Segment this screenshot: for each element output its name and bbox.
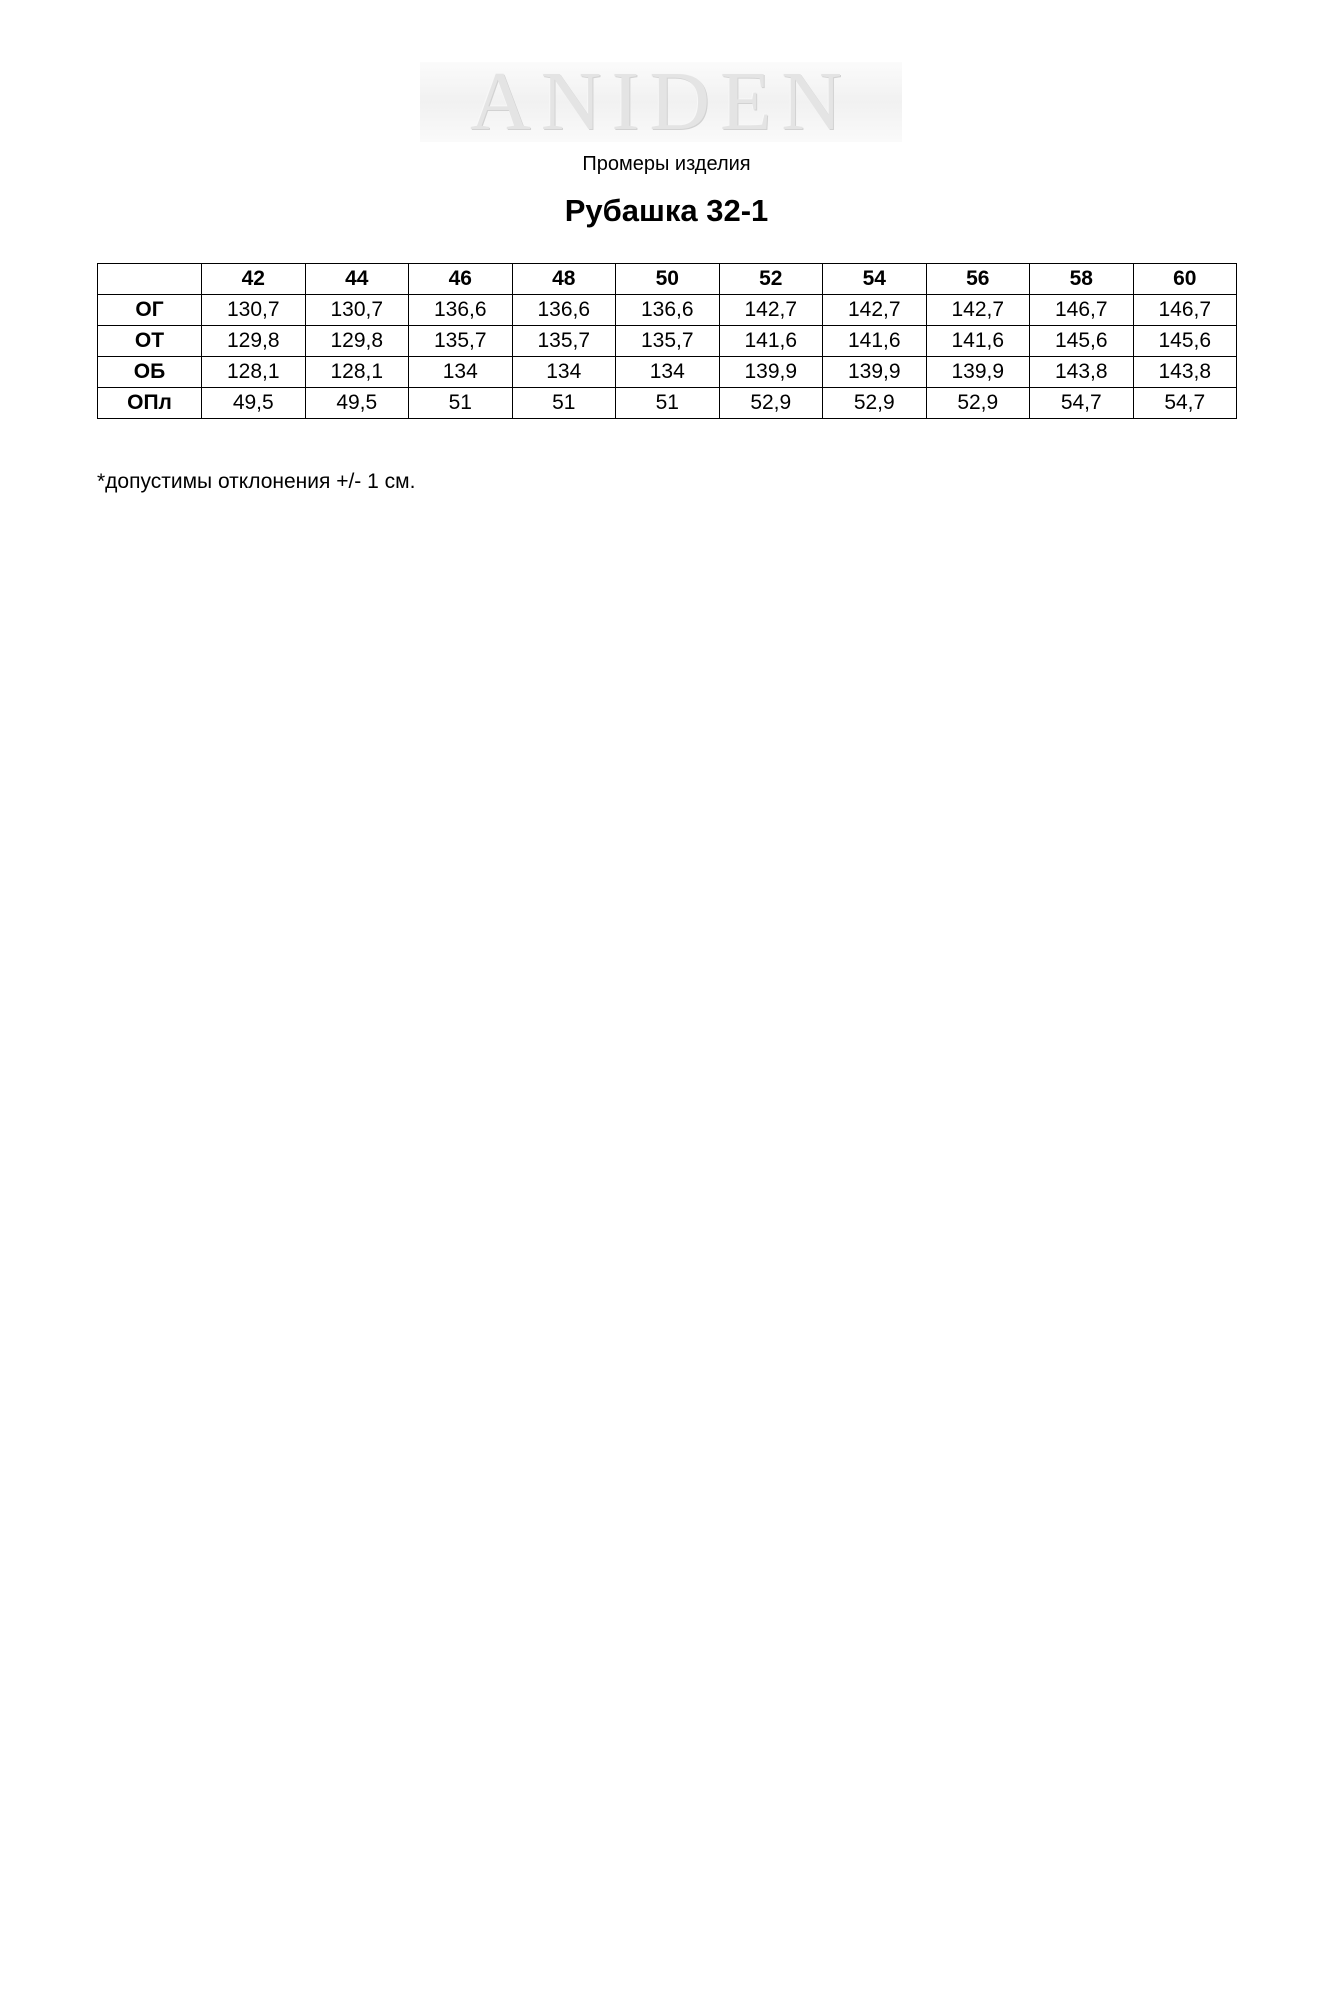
table-cell: 145,6 xyxy=(1133,326,1237,357)
page-title: Рубашка 32-1 xyxy=(564,193,769,228)
table-row xyxy=(98,326,1237,357)
table-row xyxy=(98,388,1237,419)
table-cell: 52,9 xyxy=(719,388,823,419)
brand-logo-text: ANIDEN xyxy=(470,55,852,148)
row-label-cell: ОПл xyxy=(98,388,202,419)
table-cell: 136,6 xyxy=(512,295,616,326)
table-cell: 129,8 xyxy=(305,326,409,357)
table-cell: 54,7 xyxy=(1030,388,1134,419)
row-label-cell: ОБ xyxy=(98,357,202,388)
table-cell: 141,6 xyxy=(823,326,927,357)
table-cell: 49,5 xyxy=(305,388,409,419)
table-cell: 134 xyxy=(616,357,720,388)
row-label-cell: ОТ xyxy=(98,326,202,357)
table-cell: 142,7 xyxy=(823,295,927,326)
table-cell: 128,1 xyxy=(305,357,409,388)
table-cell: 51 xyxy=(616,388,720,419)
table-cell: 134 xyxy=(409,357,513,388)
table-cell: 139,9 xyxy=(719,357,823,388)
table-cell: 136,6 xyxy=(616,295,720,326)
size-header-cell: 58 xyxy=(1030,264,1134,295)
table-cell: 146,7 xyxy=(1133,295,1237,326)
table-cell: 129,8 xyxy=(202,326,306,357)
table-row xyxy=(98,357,1237,388)
table-cell: 49,5 xyxy=(202,388,306,419)
table-cell: 143,8 xyxy=(1133,357,1237,388)
table-cell: 139,9 xyxy=(926,357,1030,388)
size-header-cell: 54 xyxy=(823,264,927,295)
table-cell: 134 xyxy=(512,357,616,388)
table-cell: 135,7 xyxy=(409,326,513,357)
table-cell: 51 xyxy=(512,388,616,419)
size-header-cell: 44 xyxy=(305,264,409,295)
page-subtitle: Промеры изделия xyxy=(582,153,751,175)
size-header-cell: 52 xyxy=(719,264,823,295)
size-header-cell: 48 xyxy=(512,264,616,295)
table-row xyxy=(98,295,1237,326)
size-header-cell: 50 xyxy=(616,264,720,295)
size-header-cell: 56 xyxy=(926,264,1030,295)
table-cell: 143,8 xyxy=(1030,357,1134,388)
size-header-cell: 46 xyxy=(409,264,513,295)
table-cell: 54,7 xyxy=(1133,388,1237,419)
table-cell: 130,7 xyxy=(202,295,306,326)
table-cell: 145,6 xyxy=(1030,326,1134,357)
table-cell: 130,7 xyxy=(305,295,409,326)
table-cell: 142,7 xyxy=(926,295,1030,326)
table-cell: 135,7 xyxy=(512,326,616,357)
tolerance-note: *допустимы отклонения +/- 1 см. xyxy=(97,470,416,493)
table-corner-cell xyxy=(98,264,202,295)
table-cell: 136,6 xyxy=(409,295,513,326)
row-label-cell: ОГ xyxy=(98,295,202,326)
table-cell: 128,1 xyxy=(202,357,306,388)
size-header-cell: 60 xyxy=(1133,264,1237,295)
brand-logo xyxy=(420,55,902,148)
table-cell: 52,9 xyxy=(926,388,1030,419)
table-cell: 141,6 xyxy=(926,326,1030,357)
size-measurements-table xyxy=(97,263,1237,419)
table-header-row xyxy=(98,264,1237,295)
table-cell: 135,7 xyxy=(616,326,720,357)
table-cell: 141,6 xyxy=(719,326,823,357)
size-header-cell: 42 xyxy=(202,264,306,295)
table-cell: 146,7 xyxy=(1030,295,1134,326)
table-cell: 51 xyxy=(409,388,513,419)
table-cell: 139,9 xyxy=(823,357,927,388)
table-cell: 142,7 xyxy=(719,295,823,326)
table-cell: 52,9 xyxy=(823,388,927,419)
